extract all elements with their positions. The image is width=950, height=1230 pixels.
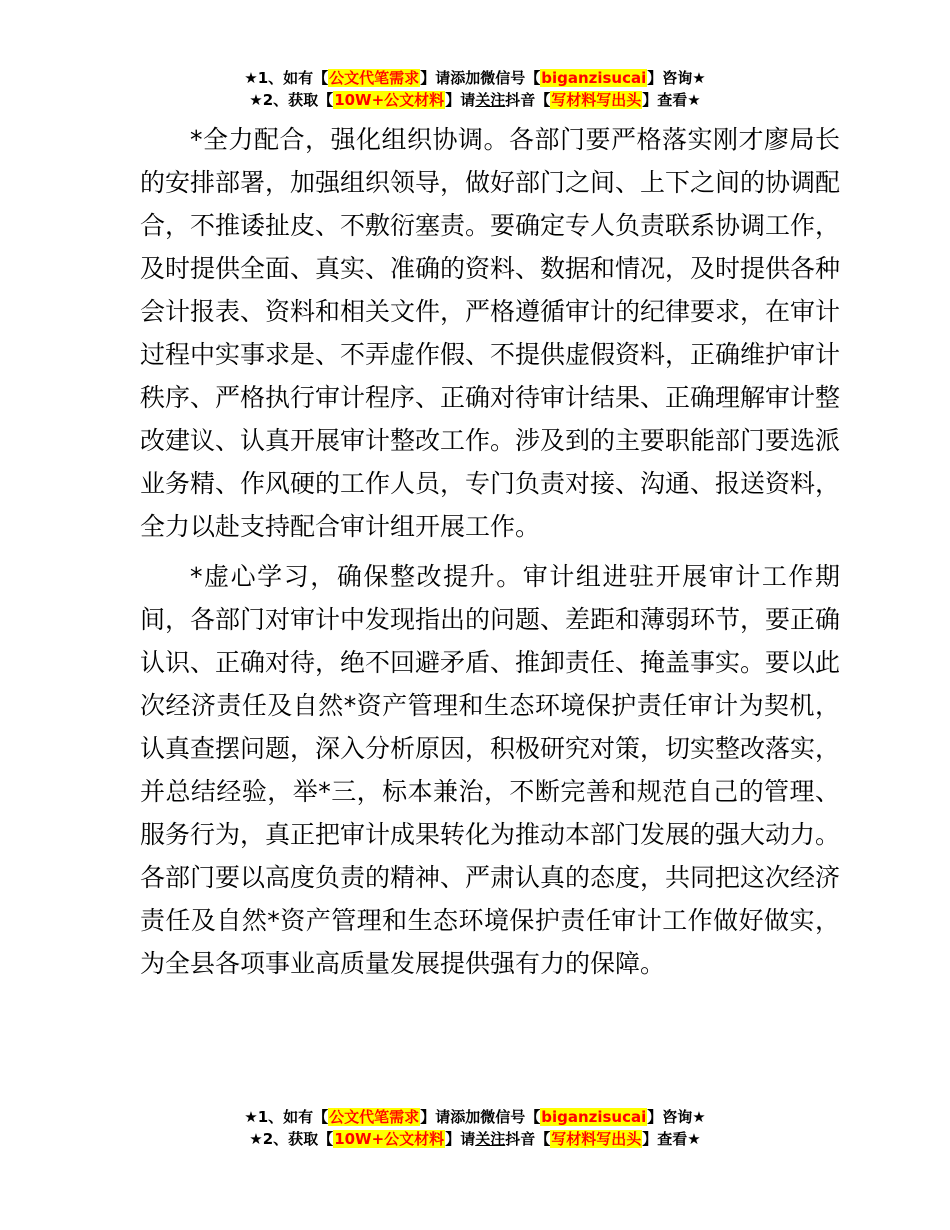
header-promo-line-1-middle: 】请添加微信号【 bbox=[420, 69, 541, 87]
header-promo-line-1-suffix: 】咨询★ bbox=[647, 69, 706, 87]
footer-promo-line-2-suffix: 】查看★ bbox=[642, 1130, 701, 1148]
footer-promo-line-2-middle-a: 】请 bbox=[445, 1130, 476, 1148]
header-highlight-douyin-account: 写材料写出头 bbox=[551, 91, 642, 109]
footer-highlight-wechat-id: biganzisucai bbox=[541, 1108, 647, 1126]
footer-promo-line-1 bbox=[0, 1106, 950, 1128]
footer-promo-line-1-prefix: ★1、如有【 bbox=[244, 1108, 329, 1126]
footer-promo-line-1-suffix: 】咨询★ bbox=[647, 1108, 706, 1126]
header-promo-line-2-middle-b: 抖音【 bbox=[505, 91, 551, 109]
footer-promo-line-1-middle: 】请添加微信号【 bbox=[420, 1108, 541, 1126]
body-paragraph-2: *虚心学习，确保整改提升。审计组进驻开展审计工作期间，各部门对审计中发现指出的问题、差距和薄弱环节，要正确认识、正确对待，绝不回避矛盾、推卸责任、掩盖事实。要以此次经济责任及自然*资产管理和生态环境保护责任审计为契机，认真查摆问题，深入分析原因，积极研究对策，切实整改落实，并总结经验，举*三，标本兼治，不断完善和规范自己的管理、服务行为，真正把审计成果转化为推动本部门发展的强大动力。各部门要以高度负责的精神、严肃认真的态度，共同把这次经济责任及自然*资产管理和生态环境保护责任审计工作做好做实，为全县各项事业高质量发展提供强有力的保障。 bbox=[140, 562, 841, 978]
header-highlight-ghostwriting: 公文代笔需求 bbox=[329, 69, 420, 87]
footer-follow-text: 关注 bbox=[475, 1130, 506, 1148]
header-promo-line-2-suffix: 】查看★ bbox=[642, 91, 701, 109]
header-highlight-materials: 10W+公文材料 bbox=[334, 91, 445, 109]
header-promo bbox=[0, 67, 950, 111]
footer-promo bbox=[0, 1106, 950, 1150]
document-body bbox=[140, 118, 840, 992]
body-paragraph-1: *全力配合，强化组织协调。各部门要严格落实刚才廖局长的安排部署，加强组织领导，做好部门之间、上下之间的协调配合，不推诿扯皮、不敷衍塞责。要确定专人负责联系协调工作，及时提供全面、真实、准确的资料、数据和情况，及时提供各种会计报表、资料和相关文件，严格遵循审计的纪律要求，在审计过程中实事求是、不弄虚作假、不提供虚假资料，正确维护审计秩序、严格执行审计程序、正确对待审计结果、正确理解审计整改建议、认真开展审计整改工作。涉及到的主要职能部门要选派业务精、作风硬的工作人员，专门负责对接、沟通、报送资料，全力以赴支持配合审计组开展工作。 bbox=[140, 125, 841, 541]
footer-highlight-ghostwriting: 公文代笔需求 bbox=[329, 1108, 420, 1126]
header-promo-line-2-middle-a: 】请 bbox=[445, 91, 476, 109]
header-promo-line-1 bbox=[0, 67, 950, 89]
header-promo-line-2-prefix: ★2、获取【 bbox=[249, 91, 334, 109]
footer-highlight-materials: 10W+公文材料 bbox=[334, 1130, 445, 1148]
footer-promo-line-2-middle-b: 抖音【 bbox=[505, 1130, 551, 1148]
header-follow-text: 关注 bbox=[475, 91, 506, 109]
footer-promo-line-2 bbox=[0, 1128, 950, 1150]
header-promo-line-2 bbox=[0, 89, 950, 111]
header-highlight-wechat-id: biganzisucai bbox=[541, 69, 647, 87]
footer-promo-line-2-prefix: ★2、获取【 bbox=[249, 1130, 334, 1148]
footer-highlight-douyin-account: 写材料写出头 bbox=[551, 1130, 642, 1148]
header-promo-line-1-prefix: ★1、如有【 bbox=[244, 69, 329, 87]
